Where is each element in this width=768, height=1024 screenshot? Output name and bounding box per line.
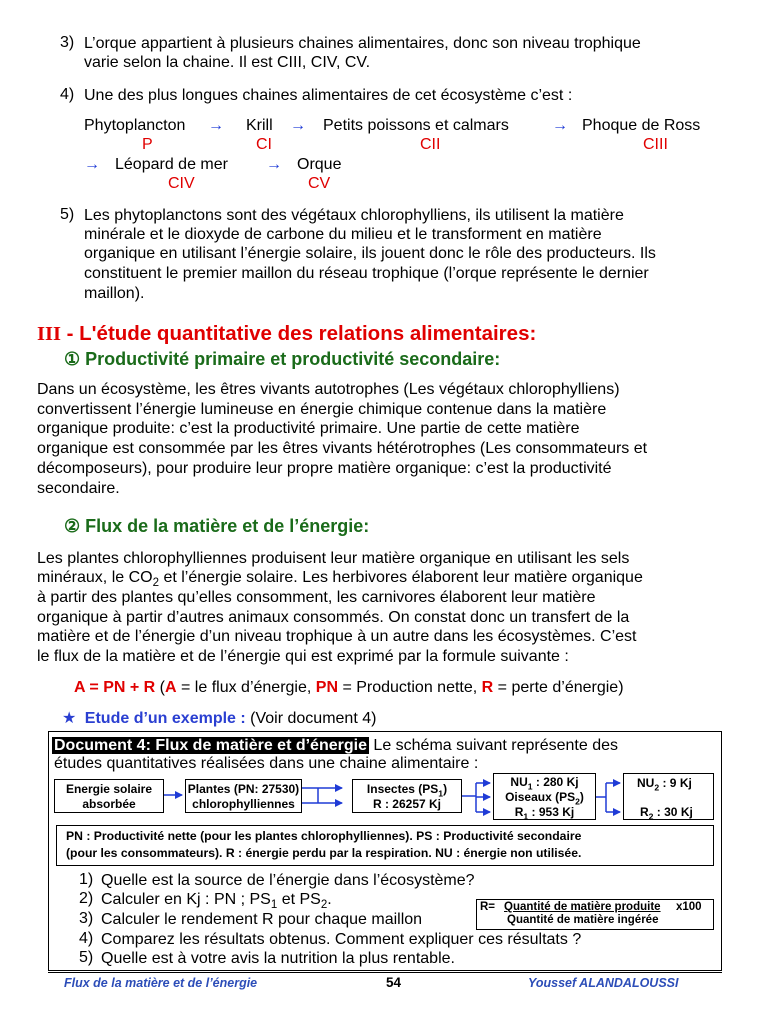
item-number: 3) — [60, 34, 75, 51]
trophic-level: CIV — [168, 175, 195, 192]
box-plants: Plantes (PN: 27530) chlorophylliennes — [185, 779, 302, 813]
item-number: 5) — [60, 206, 75, 223]
paragraph-line: Dans un écosystème, les êtres vivants autotrophes (Les végétaux chlorophylliens) — [37, 381, 620, 398]
question-number: 3) — [79, 910, 94, 927]
question-4: Comparez les résultats obtenus. Comment expliquer ces résultats ? — [101, 931, 582, 948]
energy-formula: A = PN + R (A = le flux d’énergie, PN = Production nette, R = perte d’énergie) — [74, 679, 624, 696]
paragraph-line: le flux de la matière et de l’énergie qui est exprimé par la formule suivante : — [37, 648, 569, 665]
circled-two-icon: ② — [64, 516, 81, 536]
paragraph-line: organique à partir d’autres animaux consommés. On constat donc un transfert de la — [37, 609, 630, 626]
chain-link: Phytoplancton — [84, 117, 186, 134]
paragraph-line: à partir des plantes qu’elles consomment, les carnivores élaborent leur matière — [37, 589, 596, 606]
chain-link: Orque — [297, 156, 342, 173]
trophic-level: P — [142, 136, 153, 153]
chain-link: Léopard de mer — [115, 156, 228, 173]
item5-line5: maillon). — [84, 285, 145, 302]
arrow-right-icon: → — [266, 156, 282, 173]
trophic-level: CI — [256, 136, 272, 153]
footer-author: Youssef ALANDALOUSSI — [528, 976, 679, 990]
document-intro: études quantitatives réalisées dans une chaine alimentaire : — [54, 755, 479, 772]
paragraph-line: minéraux, le $CO_2$ et l’énergie solaire. Les herbivores élaborent leur matière organique — [37, 569, 643, 590]
trophic-level: CII — [420, 136, 441, 153]
section-roman: III — [37, 323, 61, 345]
paragraph-line: matière et de l’énergie d’un niveau trophique à un autre dans les écosystèmes. C’est — [37, 628, 637, 645]
chain-link: Phoque de Ross — [582, 117, 701, 134]
item3-line2: varie selon la chaine. Il est CIII, CIV, CV. — [84, 54, 371, 71]
trophic-level: CV — [308, 175, 331, 192]
item5-line4: constituent le premier maillon du réseau trophique (l’orque représente le dernier — [84, 265, 649, 282]
circled-one-icon: ① — [64, 349, 81, 369]
item5-line3: organique en utilisant l’énergie solaire, ils jouent donc le rôle des producteurs. Ils — [84, 245, 656, 262]
question-number: 4) — [79, 930, 94, 947]
trophic-level: CIII — [643, 136, 668, 153]
page-number: 54 — [386, 975, 402, 990]
box-insects: Insectes $(PS_1)$ R : 26257 Kj — [352, 779, 462, 813]
box-next-level: $NU_2$ : 9 Kj $R_2$ : 30 Kj — [623, 773, 714, 820]
question-number: 2) — [79, 890, 94, 907]
item5-line1: Les phytoplanctons sont des végétaux chlorophylliens, ils utilisent la matière — [84, 207, 624, 224]
box-birds: $NU_1$ : 280 Kj Oiseaux $(PS_2)$ $R_1$ : 953 Kj — [493, 773, 596, 820]
section-title: - L'étude quantitative des relations alimentaires: — [60, 322, 537, 345]
legend-box: PN : Productivité nette (pour les plantes chlorophylliennes). PS : Productivité secondaire (pour les consommateurs). R : énergie perdu par la respiration. NU : énergie non utilisée. — [56, 825, 714, 866]
subsection-title: Flux de la matière et de l’énergie: — [85, 516, 370, 536]
footer-title: Flux de la matière et de l’énergie — [64, 976, 258, 990]
example-heading: ★ Etude d’un exemple : (Voir document 4) — [62, 710, 377, 727]
question-number: 5) — [79, 949, 94, 966]
question-3: Calculer le rendement R pour chaque maillon — [101, 911, 423, 928]
item5-line2: minérale et le dioxyde de carbone du milieu et le transforment en matière — [84, 226, 602, 243]
box-solar-energy: Energie solaire absorbée — [54, 779, 164, 813]
yield-formula-box: R= Quantité de matière produite x100 Quantité de matière ingérée — [476, 899, 714, 930]
paragraph-line: organique est consommée par les êtres vivants hétérotrophes (Les consommateurs et — [37, 440, 648, 457]
question-number: 1) — [79, 871, 94, 888]
question-2: Calculer en Kj : PN ; $PS_1$ et $PS_2$. — [101, 891, 332, 912]
paragraph-line: organique produite: c’est la productivité primaire. Une partie de cette matière — [37, 420, 580, 437]
paragraph-line: Les plantes chlorophylliennes produisent leur matière organique en utilisant les sels — [37, 550, 630, 567]
subsection-title: Productivité primaire et productivité secondaire: — [85, 349, 501, 369]
item-number: 4) — [60, 86, 75, 103]
arrow-right-icon: → — [290, 117, 306, 134]
chain-link: Krill — [246, 117, 273, 134]
paragraph-line: décomposeurs), pour produire leur propre matière organique: c’est la productivité — [37, 460, 612, 477]
document-title-row: Document 4: Flux de matière et d’énergie Le schéma suivant représente des — [54, 737, 618, 754]
arrow-right-icon: → — [552, 117, 568, 134]
paragraph-line: secondaire. — [37, 480, 120, 497]
chain-link: Petits poissons et calmars — [323, 117, 509, 134]
arrow-right-icon: → — [84, 156, 100, 173]
star-icon: ★ — [62, 710, 77, 727]
question-5: Quelle est à votre avis la nutrition la plus rentable. — [101, 950, 455, 967]
document-title: Document 4: Flux de matière et d’énergie — [54, 737, 367, 754]
item3-line1: L’orque appartient à plusieurs chaines alimentaires, donc son niveau trophique — [84, 35, 641, 52]
item4-line1: Une des plus longues chaines alimentaires de cet écosystème c’est : — [84, 87, 573, 104]
paragraph-line: convertissent l’énergie lumineuse en énergie chimique contenue dans la matière — [37, 401, 607, 418]
question-1: Quelle est la source de l’énergie dans l’écosystème? — [101, 872, 475, 889]
footer-rule — [48, 972, 722, 973]
arrow-right-icon: → — [208, 117, 224, 134]
